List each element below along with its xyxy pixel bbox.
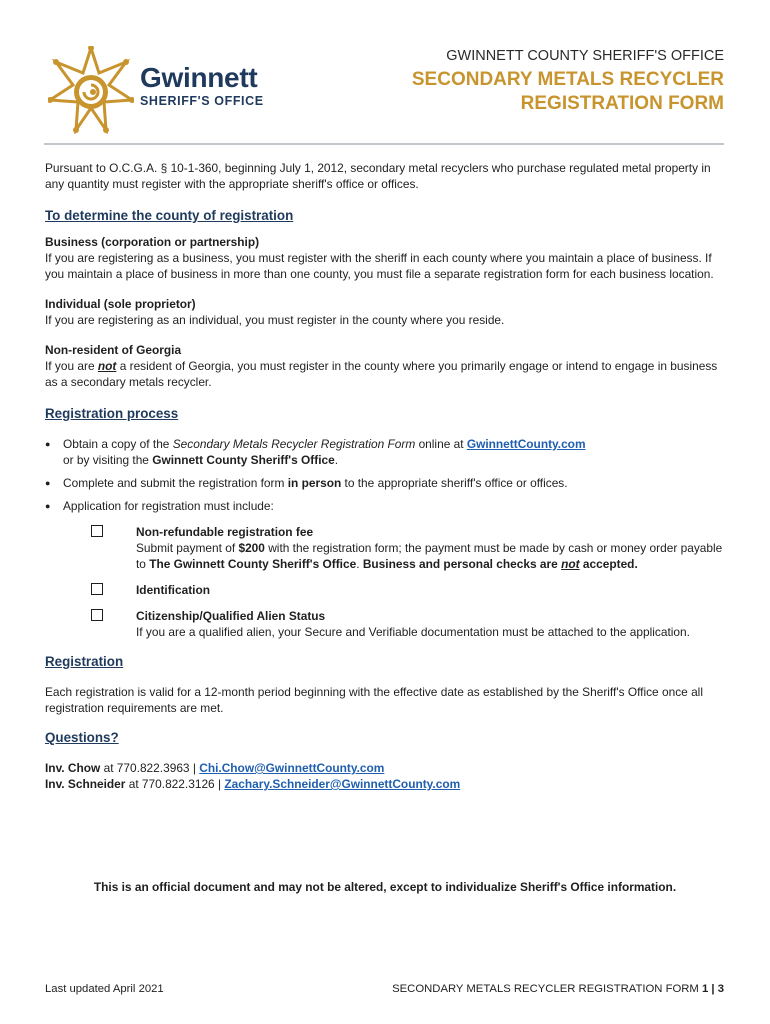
intro-paragraph: Pursuant to O.C.G.A. § 10-1-360, beginning July 1, 2012, secondary metal recyclers who purchase regulated metal property in any quantity must register with the appropriate sheriff's office or offices. xyxy=(45,161,711,191)
questions-heading: Questions? xyxy=(45,730,119,745)
requirement-fee: Non-refundable registration fee Submit payment of $200 with the registration form; the payment must be made by cash or money order payable to The Gwinnett County Sheriff's Office. Business and personal checks are not accepted. xyxy=(45,524,730,572)
individual-text: If you are registering as an individual, you must register in the county where you reside. xyxy=(45,313,505,327)
header-title-block xyxy=(412,48,724,116)
bullet-obtain-form: ● Obtain a copy of the Secondary Metals Recycler Registration Form online at GwinnettCounty.com or by visiting the Gwinnett County Sheriff's Office. xyxy=(45,436,730,468)
contact-schneider: Inv. Schneider at 770.822.3126 | Zachary.Schneider@GwinnettCounty.com xyxy=(45,777,461,791)
requirement-citizenship: Citizenship/Qualified Alien Status If you are a qualified alien, your Secure and Verifiable documentation must be attached to the application. xyxy=(45,608,730,640)
sheriff-star-icon xyxy=(48,46,134,134)
process-heading: Registration process xyxy=(45,406,179,421)
registration-heading: Registration xyxy=(45,654,124,669)
footer-form-name: SECONDARY METALS RECYCLER REGISTRATION FORM 1 | 3 xyxy=(392,983,724,995)
checkbox-icon[interactable] xyxy=(91,609,103,621)
form-title-line2: REGISTRATION FORM xyxy=(520,93,724,114)
individual-title: Individual (sole proprietor) xyxy=(45,297,196,311)
schneider-email-link[interactable]: Zachary.Schneider@GwinnettCounty.com xyxy=(224,777,461,791)
last-updated: Last updated April 2021 xyxy=(45,983,164,995)
gwinnettcounty-link[interactable]: GwinnettCounty.com xyxy=(466,437,586,451)
bullet-submit-form: ● Complete and submit the registration form in person to the appropriate sheriff's office or offices. xyxy=(45,475,730,491)
office-name: GWINNETT COUNTY SHERIFF'S OFFICE xyxy=(446,48,724,64)
nonresident-title: Non-resident of Georgia xyxy=(45,343,182,357)
checkbox-icon[interactable] xyxy=(91,525,103,537)
emphasis-not: not xyxy=(97,359,117,373)
chow-email-link[interactable]: Chi.Chow@GwinnettCounty.com xyxy=(199,761,385,775)
form-title-line1: SECONDARY METALS RECYCLER xyxy=(411,69,724,90)
checkbox-icon[interactable] xyxy=(91,583,103,595)
gwinnett-sheriff-logo xyxy=(48,46,268,136)
requirement-identification: Identification xyxy=(45,582,730,598)
page-number: 1 | 3 xyxy=(701,983,724,995)
contact-chow: Inv. Chow at 770.822.3963 | Chi.Chow@GwinnettCounty.com xyxy=(45,761,385,775)
official-notice: This is an official document and may not be altered, except to individualize Sheriff's Office information. xyxy=(93,880,677,894)
registration-text: Each registration is valid for a 12-month period beginning with the effective date as established by the Sheriff's Office once all registration requirements are met. xyxy=(45,685,703,715)
logo-name: Gwinnett xyxy=(140,62,258,93)
county-heading: To determine the county of registration xyxy=(45,208,294,223)
header-divider xyxy=(44,143,724,145)
nonresident-text: If you are not a resident of Georgia, you must register in the county where you primarily engage or intend to engage in business as a secondary metals recycler. xyxy=(45,359,718,389)
logo-subtitle: SHERIFF'S OFFICE xyxy=(140,94,264,108)
business-text: If you are registering as a business, you must register with the sheriff in each county where you maintain a place of business. If you maintain a place of business in more than one county, you must file a separate registration form for each business location. xyxy=(45,251,714,281)
business-title: Business (corporation or partnership) xyxy=(45,235,260,249)
document-body xyxy=(45,160,730,792)
bullet-application-include: ● Application for registration must include: xyxy=(45,498,730,514)
